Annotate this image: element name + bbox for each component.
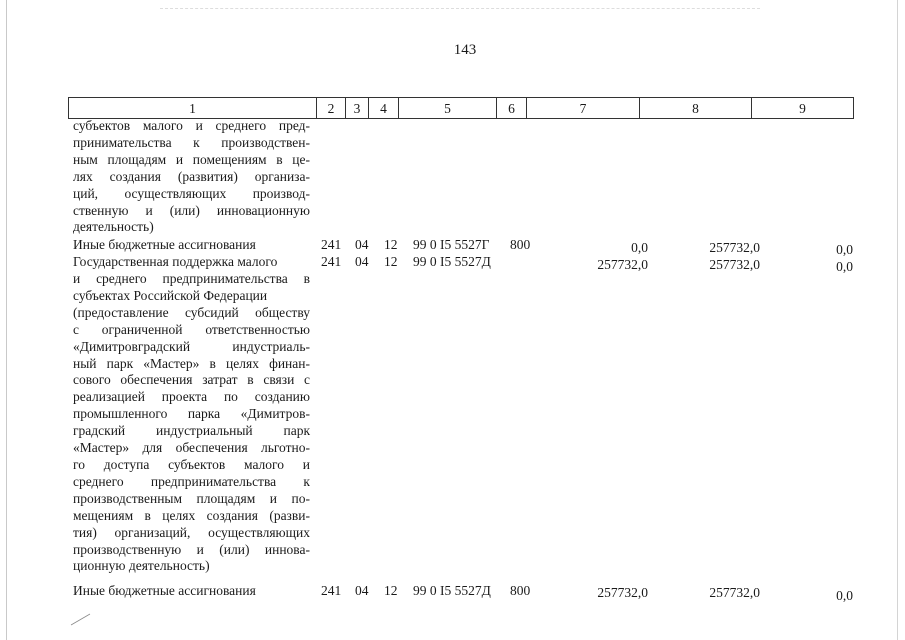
header-col-1: 1 <box>69 98 317 118</box>
description-line: го доступа субъектов малого и <box>73 456 310 472</box>
row-name: Иные бюджетные ассигнования <box>73 583 256 598</box>
description-line: субъектах Российской Федерации <box>73 287 268 303</box>
cell-col-7: 257732,0 <box>597 257 648 272</box>
row-name: Государственная поддержка малого <box>73 254 278 269</box>
description-line: с ограниченной ответственностью <box>73 321 310 337</box>
description-line: производственным площадям и по- <box>73 490 310 506</box>
header-col-5: 5 <box>399 98 497 118</box>
description-line: субъектов малого и среднего пред- <box>73 118 310 133</box>
cell-col-8: 257732,0 <box>709 240 760 255</box>
row-name: Иные бюджетные ассигнования <box>73 237 256 252</box>
header-col-2: 2 <box>317 98 346 118</box>
description-line: ций, осуществляющих производ- <box>73 185 310 201</box>
description-line: «Димитровградский индустриаль- <box>73 338 310 354</box>
description-line: ционную деятельность) <box>73 558 210 574</box>
cell-col-8: 257732,0 <box>709 585 760 600</box>
description-line: сового обеспечения затрат в связи с <box>73 372 310 388</box>
description-line: мещениям в целях создания (разви- <box>73 507 310 523</box>
header-col-7: 7 <box>527 98 640 118</box>
description-line: среднего предпринимательства к <box>73 473 310 489</box>
description-line: «Мастер» для обеспечения льготно- <box>73 440 310 456</box>
cell-grbs: 241 <box>321 254 342 269</box>
description-line: реализацией проекта по созданию <box>73 389 310 405</box>
description-line: деятельность) <box>73 219 154 235</box>
cell-col-7: 257732,0 <box>597 585 648 600</box>
cell-pr: 12 <box>384 254 398 269</box>
cell-csr: 99 0 I5 5527Д <box>413 254 491 269</box>
description-line: тия) организаций, осуществляющих <box>73 524 310 540</box>
description-line: (предоставление субсидий обществу <box>73 304 310 320</box>
header-col-9: 9 <box>799 101 806 116</box>
description-line: промышленного парка «Димитров- <box>73 406 310 422</box>
table-header-row <box>68 97 854 119</box>
description-continuation <box>73 118 310 236</box>
header-col-6: 6 <box>497 98 527 118</box>
cell-pr: 12 <box>384 237 398 252</box>
cell-col-7: 0,0 <box>631 240 648 255</box>
cell-col-9: 0,0 <box>836 588 853 603</box>
page-edge-right <box>897 0 898 640</box>
description-line: ный парк «Мастер» в целях финан- <box>73 355 310 371</box>
cell-csr: 99 0 I5 5527Д <box>413 583 491 598</box>
cell-rz: 04 <box>355 583 369 598</box>
description-line: производственную и (или) иннова- <box>73 541 310 557</box>
description-line: ственную и (или) инновационную <box>73 202 310 218</box>
cell-rz: 04 <box>355 254 369 269</box>
page-edge-left <box>6 0 7 640</box>
cell-rz: 04 <box>355 237 369 252</box>
header-col-4: 4 <box>369 98 399 118</box>
header-col-3: 3 <box>346 98 369 118</box>
cell-grbs: 241 <box>321 583 342 598</box>
cell-col-8: 257732,0 <box>709 257 760 272</box>
cell-col-9: 0,0 <box>836 259 853 274</box>
description-line: ным площадям и помещениям в це- <box>73 151 310 167</box>
row-description <box>73 271 310 575</box>
cell-col-9: 0,0 <box>836 242 853 257</box>
pen-mark <box>70 612 92 626</box>
cell-csr: 99 0 I5 5527Г <box>413 237 490 252</box>
header-col-8: 8 <box>640 98 752 118</box>
page-number: 143 <box>453 42 477 58</box>
cell-grbs: 241 <box>321 237 342 252</box>
description-line: принимательства к производствен- <box>73 134 310 150</box>
description-line: градский индустриальный парк <box>73 423 310 439</box>
cell-vr: 800 <box>510 237 531 252</box>
description-line: лях создания (развития) организа- <box>73 168 310 184</box>
cell-pr: 12 <box>384 583 398 598</box>
description-line: и среднего предпринимательства в <box>73 271 310 286</box>
scan-artifact <box>160 8 760 9</box>
cell-vr: 800 <box>510 583 531 598</box>
